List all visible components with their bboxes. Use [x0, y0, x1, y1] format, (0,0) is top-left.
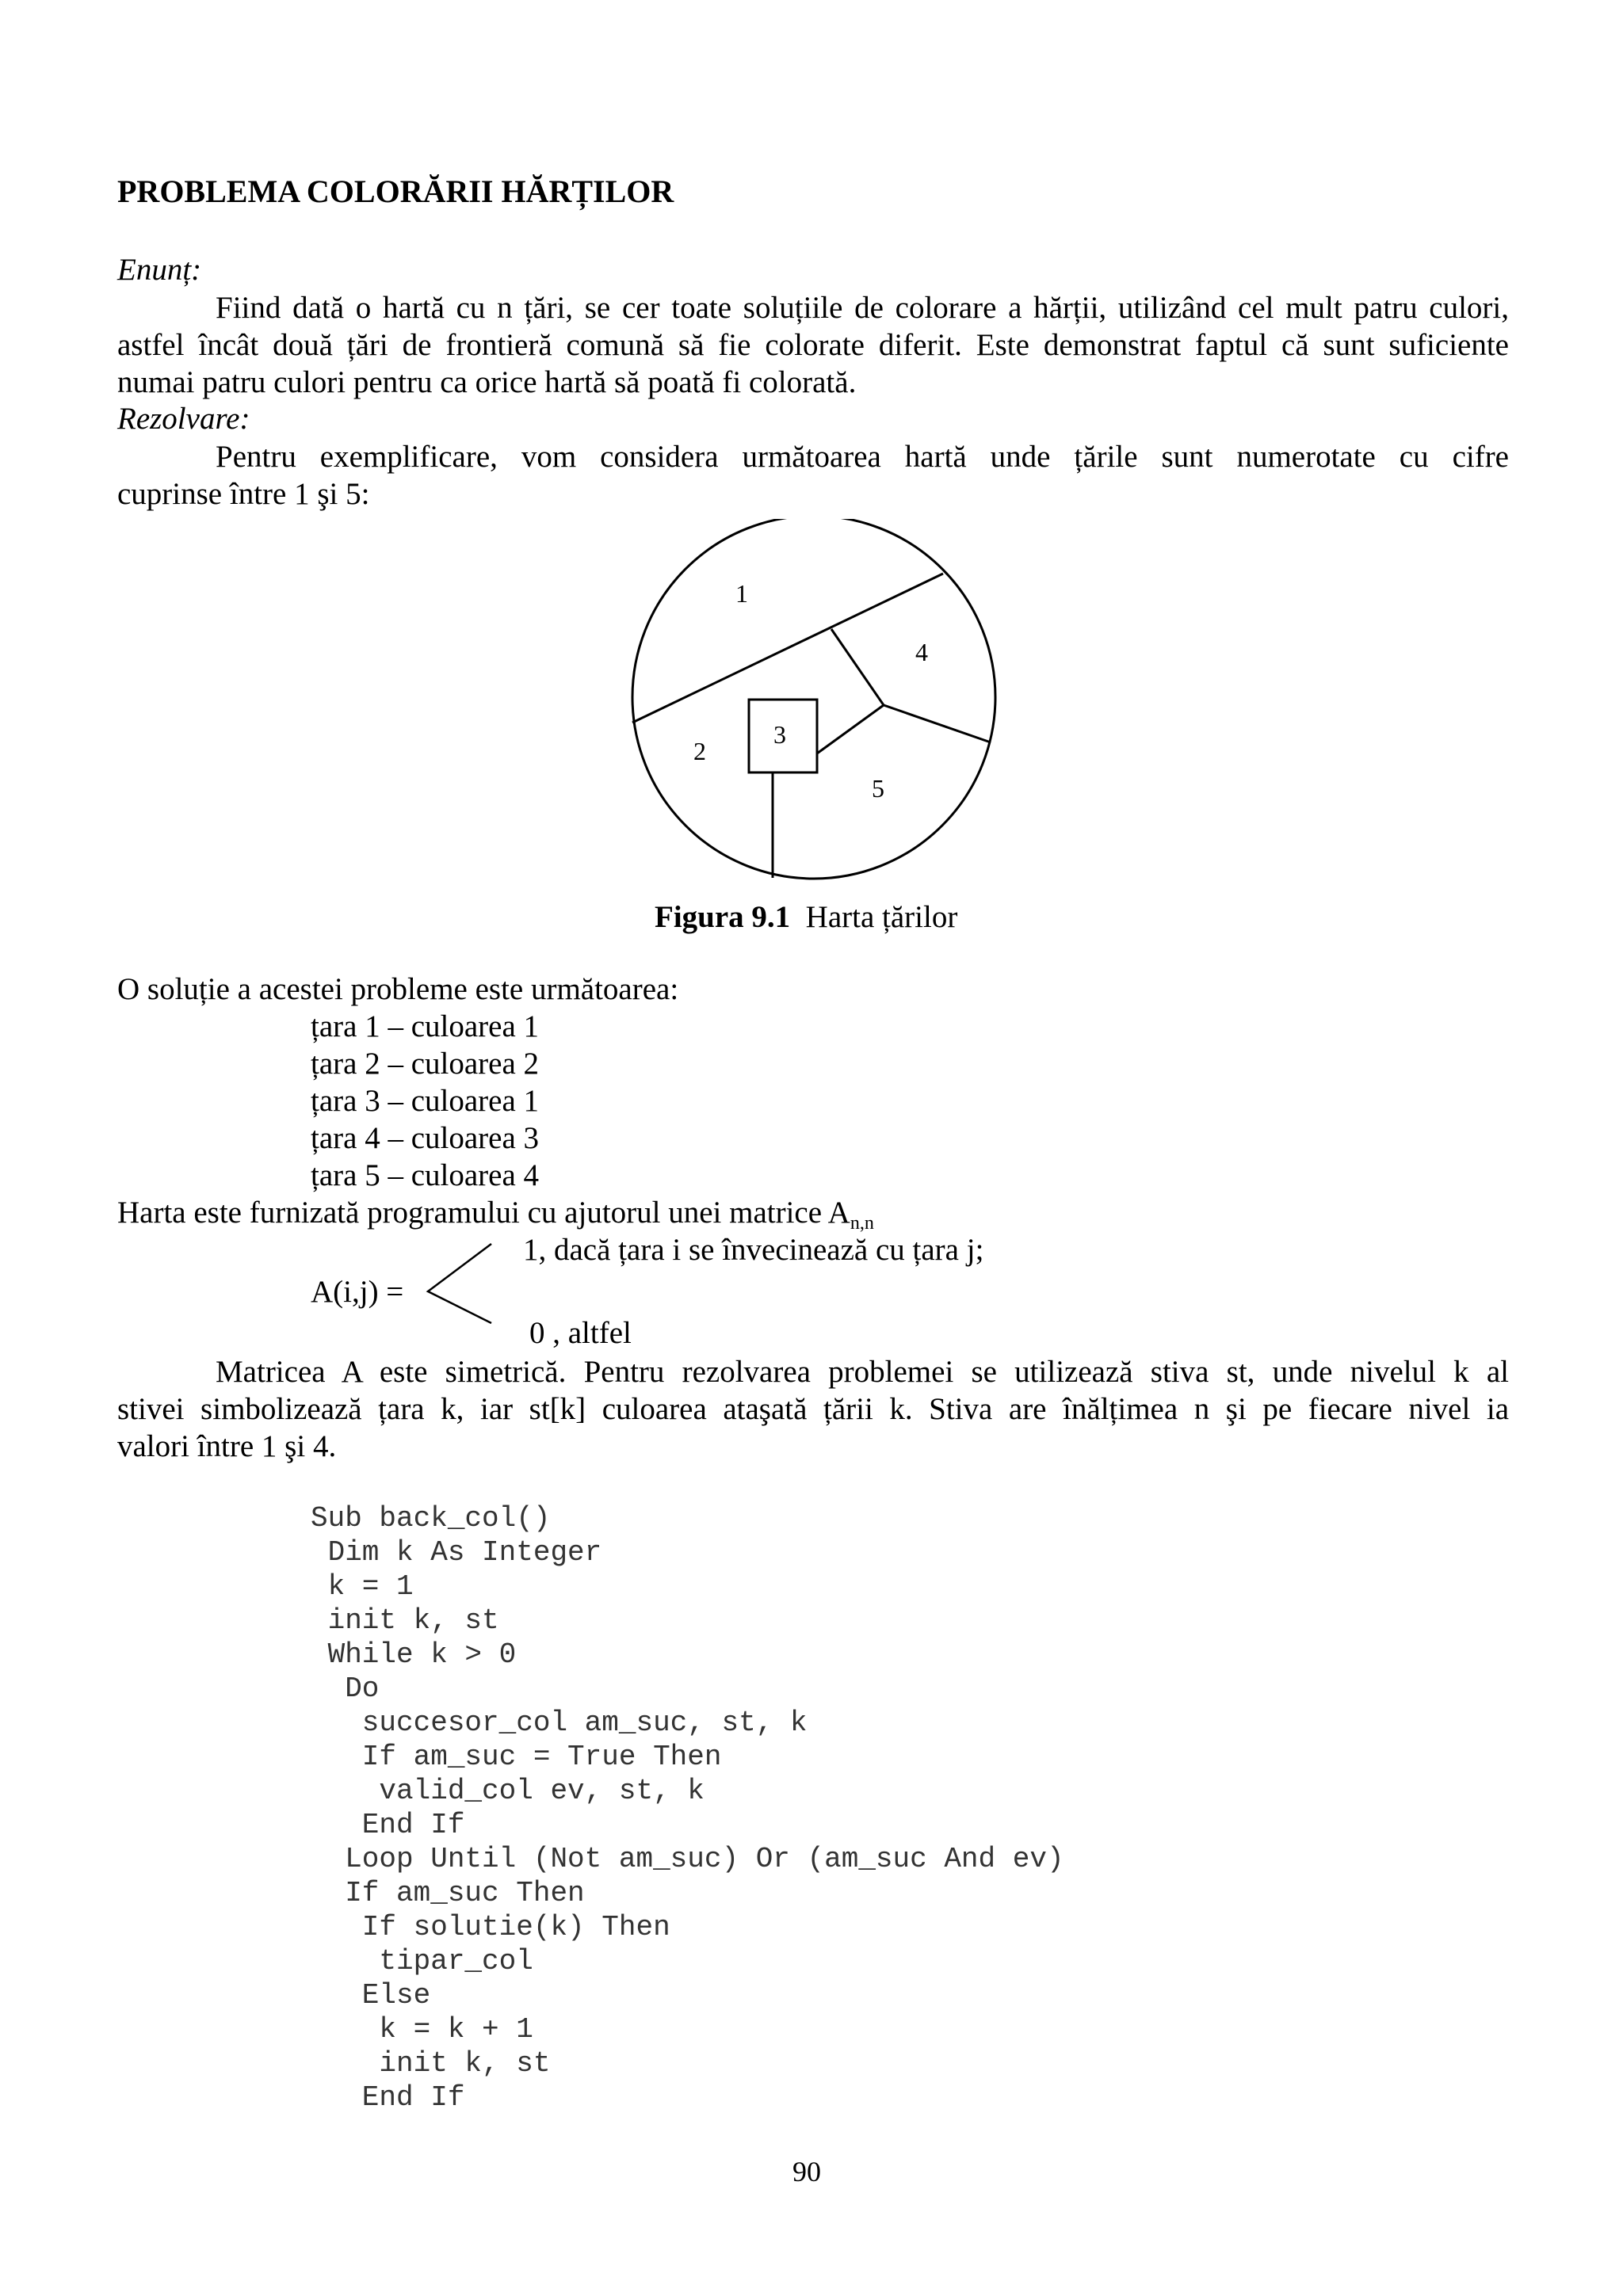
code-line: valid_col ev, st, k — [311, 1775, 705, 1807]
figure-caption-text: Harta țărilor — [805, 900, 958, 934]
rezolvare-label: Rezolvare: — [117, 402, 250, 436]
code-line: While k > 0 — [311, 1638, 517, 1671]
code-line: k = k + 1 — [311, 2013, 533, 2046]
code-line: If am_suc Then — [311, 1877, 585, 1909]
country-map-figure — [618, 519, 999, 883]
code-line: succesor_col am_suc, st, k — [311, 1707, 808, 1739]
code-line: k = 1 — [311, 1570, 414, 1603]
code-line: init k, st — [311, 1604, 499, 1637]
rezolvare-line-2: cuprinse între 1 şi 5: — [117, 477, 370, 511]
code-line: tipar_col — [311, 1945, 533, 1978]
border-2 — [831, 629, 884, 705]
region-label-1: 1 — [735, 579, 748, 608]
para2-line-2: stivei simbolizează țara k, iar st[k] culoarea ataşată țării k. Stiva are înălțimea n şi pe fiecare nivel ia — [117, 1392, 1509, 1426]
enunt-line-1: Fiind dată o hartă cu n țări, se cer toate soluțiile de colorare a hărții, utilizând cel mult patru culori, — [216, 291, 1509, 325]
code-line: Else — [311, 1979, 431, 2012]
formula-case-1: 1, dacă țara i se învecinează cu țara j; — [523, 1233, 984, 1267]
solution-item-3: țara 3 – culoarea 1 — [311, 1084, 540, 1118]
para2-line-1: Matricea A este simetrică. Pentru rezolvarea problemei se utilizează stiva st, unde nivelul k al — [216, 1355, 1509, 1389]
page-number: 90 — [792, 2156, 821, 2187]
figure-caption-label: Figura 9.1 — [655, 900, 791, 934]
code-listing — [311, 1501, 1064, 2115]
enunt-line-2: astfel încât două țări de frontieră comună să fie colorate diferit. Este demonstrat faptul că sunt suficiente — [117, 328, 1509, 362]
enunt-line-3: numai patru culori pentru ca orice hartă să poată fi colorată. — [117, 365, 857, 399]
solution-item-1: țara 1 – culoarea 1 — [311, 1009, 540, 1043]
code-line: End If — [311, 2081, 465, 2114]
rezolvare-line-1: Pentru exemplificare, vom considera următoarea hartă unde țările sunt numerotate cu cifre — [216, 440, 1509, 474]
code-line: End If — [311, 1809, 465, 1841]
code-line: If am_suc = True Then — [311, 1741, 722, 1773]
code-line: Do — [311, 1672, 380, 1705]
code-line: init k, st — [311, 2047, 551, 2080]
para2-line-3: valori între 1 şi 4. — [117, 1429, 337, 1463]
solution-intro: O soluție a acestei probleme este următoarea: — [117, 972, 679, 1006]
border-3 — [884, 705, 991, 742]
code-line: Dim k As Integer — [311, 1536, 602, 1569]
code-line: Sub back_col() — [311, 1502, 551, 1535]
section-title: PROBLEMA COLORĂRII HĂRȚILOR — [117, 174, 674, 209]
matrix-subscript: n,n — [850, 1213, 874, 1234]
region-label-3: 3 — [773, 720, 786, 749]
region-label-4: 4 — [915, 638, 928, 666]
figure-caption — [655, 899, 957, 936]
solution-item-4: țara 4 – culoarea 3 — [311, 1121, 540, 1155]
solution-item-2: țara 2 – culoarea 2 — [311, 1047, 540, 1081]
code-line: Loop Until (Not am_suc) Or (am_suc And ev) — [311, 1843, 1064, 1875]
matrix-sentence-text: Harta este furnizată programului cu ajutorul unei matrice A — [117, 1196, 850, 1230]
enunt-label: Enunț: — [117, 253, 202, 287]
formula-case-2: 0 , altfel — [529, 1316, 632, 1350]
formula-lhs: A(i,j) = — [311, 1275, 404, 1309]
region-label-5: 5 — [872, 774, 884, 803]
solution-item-5: țara 5 – culoarea 4 — [311, 1158, 540, 1192]
formula-brace — [423, 1240, 495, 1327]
code-line: If solutie(k) Then — [311, 1911, 670, 1943]
border-4 — [817, 705, 884, 753]
region-label-2: 2 — [693, 737, 706, 765]
